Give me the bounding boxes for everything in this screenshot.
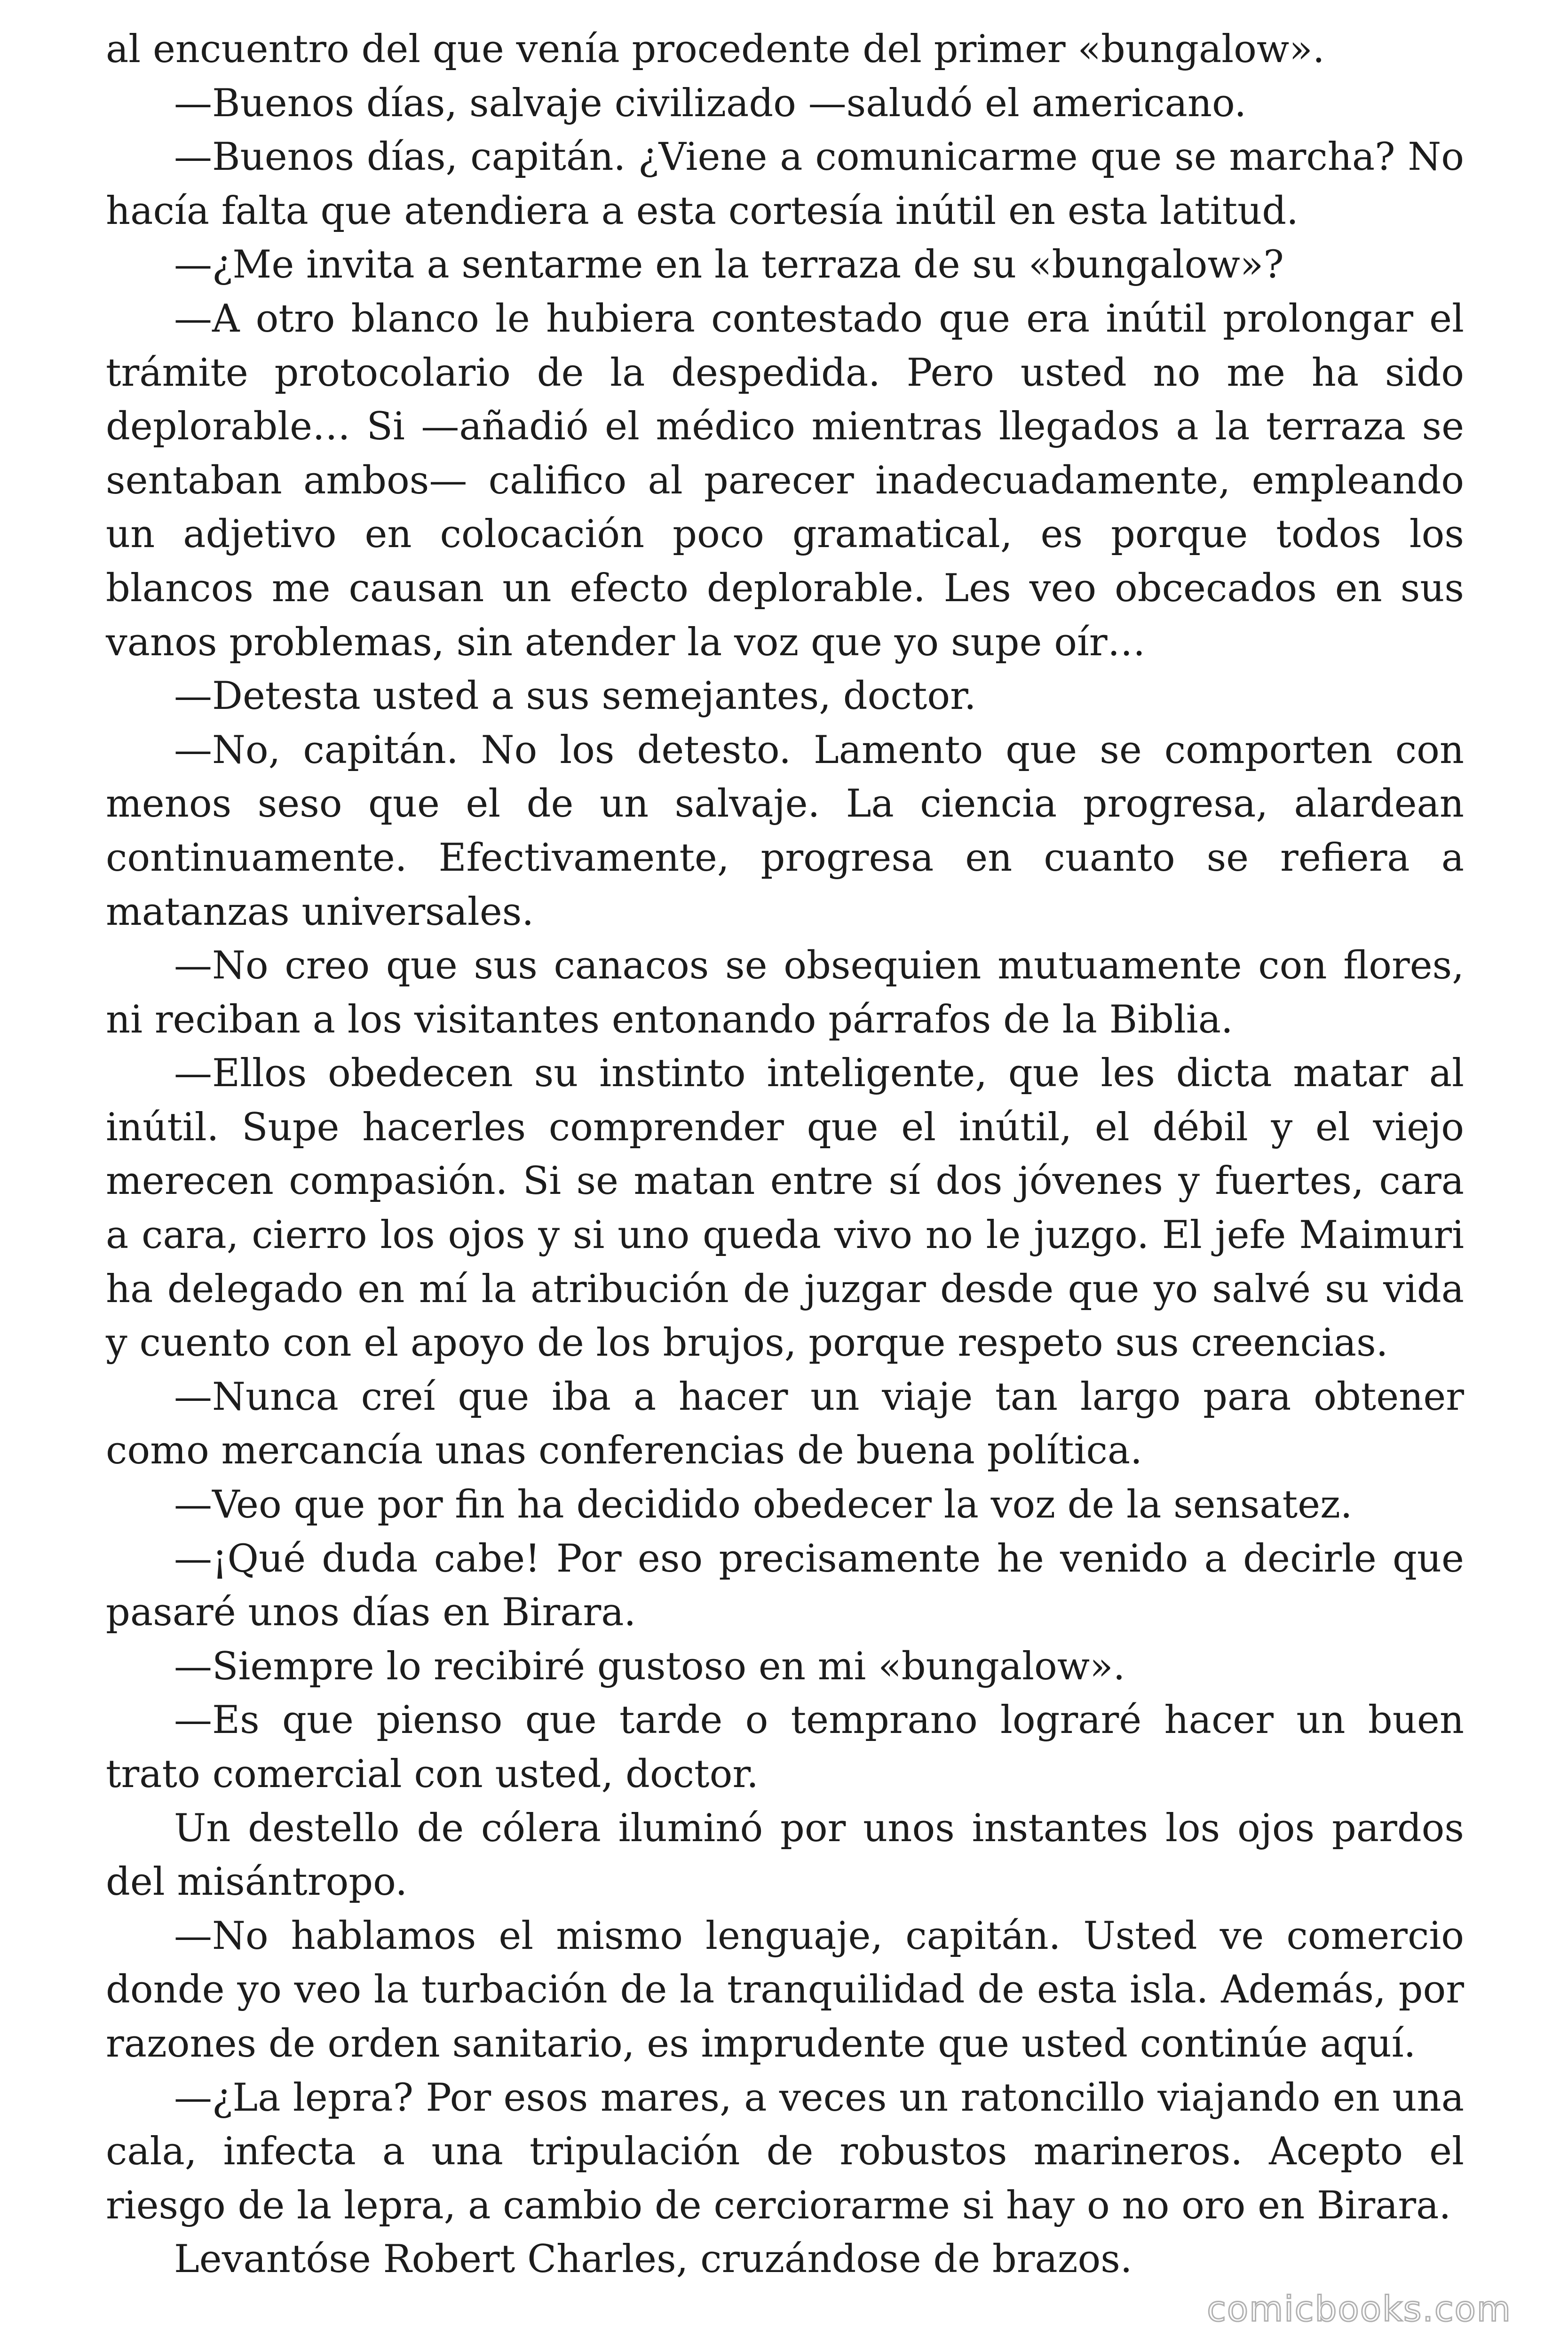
paragraph: —Veo que por fin ha decidido obedecer la voz de la sensatez. (174, 1483, 1353, 1527)
paragraph-continuation: al encuentro del que venía procedente del primer «bungalow». (106, 27, 1325, 72)
paragraph: —No hablamos el mismo lenguaje, capitán. Usted ve comercio donde yo veo la turbación de la tranquilidad de esta isla. Además, por razones de orden sanitario, es imprudente que usted continúe aquí. (106, 1914, 1464, 2066)
paragraph: —¿La lepra? Por esos mares, a veces un ratoncillo viajando en una cala, infecta a una tripulación de robustos marineros. Acepto el riesgo de la lepra, a cambio de cerciorarme si hay o no oro en Birara. (106, 2075, 1464, 2228)
paragraph: —¡Qué duda cabe! Por eso precisamente he venido a decirle que pasaré unos días en Birara. (106, 1536, 1464, 1635)
paragraph: Levantóse Robert Charles, cruzándose de brazos. (174, 2237, 1132, 2282)
paragraph: —¿Me invita a sentarme en la terraza de su «bungalow»? (174, 243, 1284, 287)
paragraph: Un destello de cólera iluminó por unos instantes los ojos pardos del misántropo. (106, 1806, 1464, 1905)
paragraph: —A otro blanco le hubiera contestado que era inútil prolongar el trámite protocolario de la despedida. Pero usted no me ha sido deplorable… Si —añadió el médico mientras llegados a la terraza se sentaban ambos— califico al parecer inadecuadamente, empleando un adjetivo en colocación poco gramatical, es porque todos los blancos me causan un efecto deplorable. Les veo obcecados en sus vanos problemas, sin atender la voz que yo supe oír… (106, 296, 1464, 665)
paragraph: —Nunca creí que iba a hacer un viaje tan largo para obtener como mercancía unas conferencias de buena política. (106, 1375, 1464, 1473)
paragraph: —No creo que sus canacos se obsequien mutuamente con flores, ni reciban a los visitantes entonando párrafos de la Biblia. (106, 944, 1464, 1042)
paragraph: —Siempre lo recibiré gustoso en mi «bungalow». (174, 1644, 1125, 1689)
document-page (106, 23, 1464, 2287)
paragraph: —Buenos días, capitán. ¿Viene a comunicarme que se marcha? No hacía falta que atendiera a esta cortesía inútil en esta latitud. (106, 135, 1464, 233)
paragraph: —Ellos obedecen su instinto inteligente, que les dicta matar al inútil. Supe hacerles comprender que el inútil, el débil y el viejo merecen compasión. Si se matan entre sí dos jóvenes y fuertes, cara a cara, cierro los ojos y si uno queda vivo no le juzgo. El jefe Maimuri ha delegado en mí la atribución de juzgar desde que yo salvé su vida y cuento con el apoyo de los brujos, porque respeto sus creencias. (106, 1051, 1464, 1366)
paragraph: —Es que pienso que tarde o temprano lograré hacer un buen trato comercial con usted, doctor. (106, 1698, 1464, 1796)
paragraph: —Detesta usted a sus semejantes, doctor. (174, 674, 976, 719)
paragraph: —Buenos días, salvaje civilizado —saludó el americano. (174, 81, 1247, 126)
paragraph: —No, capitán. No los detesto. Lamento que se comporten con menos seso que el de un salvaje. La ciencia progresa, alardean continuamente. Efectivamente, progresa en cuanto se refiera a matanzas universales. (106, 728, 1464, 934)
watermark: comicbooks.com (1207, 2289, 1512, 2329)
